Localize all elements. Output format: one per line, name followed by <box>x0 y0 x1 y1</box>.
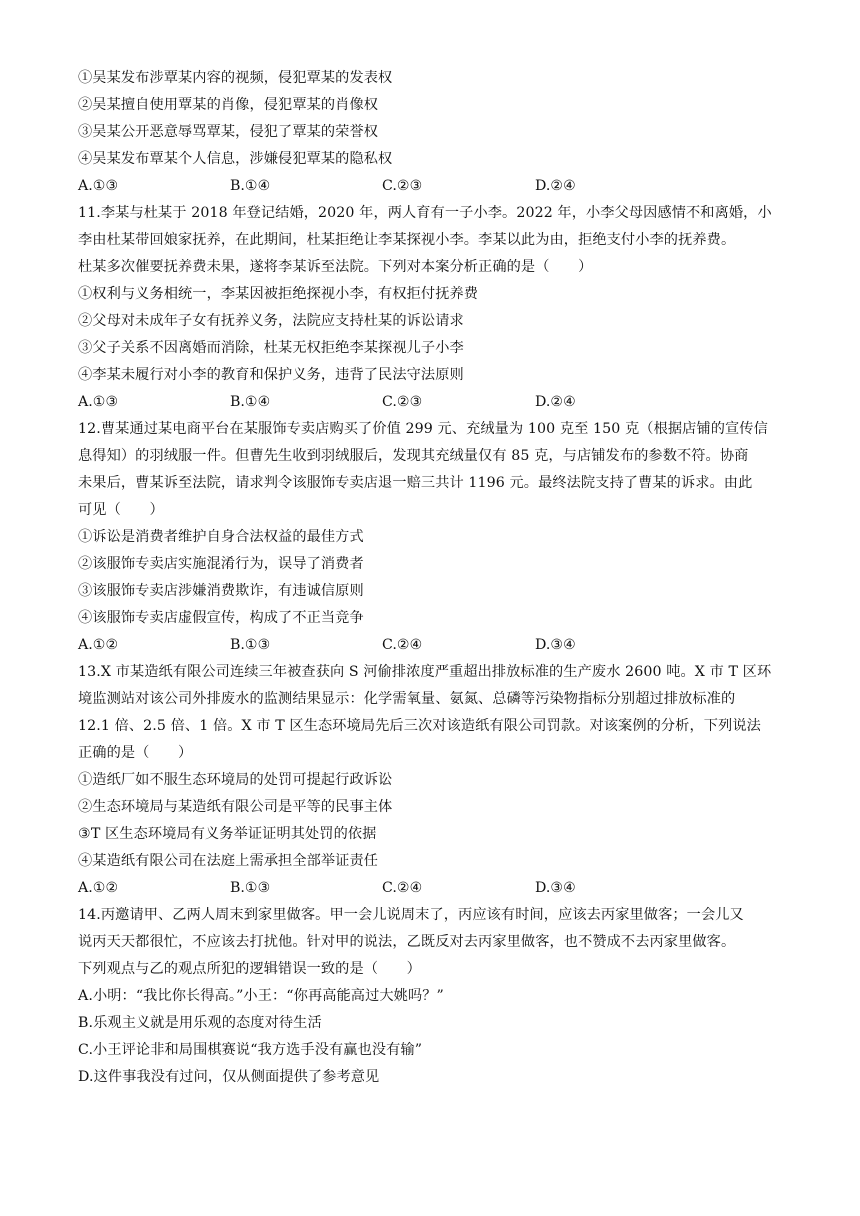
q13-statement-3: ③T 区生态环境局有义务举证证明其处罚的依据 <box>78 826 377 842</box>
q11-statement-3: ③父子关系不因离婚而消除，杜某无权拒绝李某探视儿子小李 <box>78 340 464 356</box>
q12-statement-4: ④该服饰专卖店虚假宣传，构成了不正当竞争 <box>78 610 364 626</box>
q10-options <box>78 177 788 195</box>
q13-stem-line-4: 正确的是（ ） <box>78 745 193 761</box>
q10-statement-4: ④吴某发布覃某个人信息，涉嫌侵犯覃某的隐私权 <box>78 151 393 167</box>
q10-option-a: A.①③ <box>78 178 119 194</box>
q13-statement-2: ②生态环境局与某造纸有限公司是平等的民事主体 <box>78 799 393 815</box>
q10-statement-2: ②吴某擅自使用覃某的肖像，侵犯覃某的肖像权 <box>78 97 379 113</box>
q12-option-c: C.②④ <box>382 637 423 653</box>
q11-statement-4: ④李某未履行对小李的教育和保护义务，违背了民法守法原则 <box>78 367 464 383</box>
q12-stem-line-1: 12.曹某通过某电商平台在某服饰专卖店购买了价值 299 元、充绒量为 100 克至 150 克（根据店铺的宣传信 <box>78 421 768 437</box>
q14-choice-d: D.这件事我没有过问，仅从侧面提供了参考意见 <box>78 1069 380 1085</box>
q13-option-c: C.②④ <box>382 880 423 896</box>
q11-option-d: D.②④ <box>535 394 576 410</box>
q11-option-c: C.②③ <box>382 394 423 410</box>
q11-options <box>78 393 788 411</box>
q12-stem-line-2: 息得知）的羽绒服一件。但曹先生收到羽绒服后，发现其充绒量仅有 85 克，与店铺发布的参数不符。协商 <box>78 448 749 464</box>
q11-option-b: B.①④ <box>230 394 271 410</box>
q10-option-c: C.②③ <box>382 178 423 194</box>
q12-stem-line-3: 未果后，曹某诉至法院，请求判令该服饰专卖店退一赔三共计 1196 元。最终法院支持了曹某的诉求。由此 <box>78 475 753 491</box>
q10-option-d: D.②④ <box>535 178 576 194</box>
q13-stem-line-1: 13.X 市某造纸有限公司连续三年被查获向 S 河偷排浓度严重超出排放标准的生产废水 2600 吨。X 市 T 区环 <box>78 664 772 680</box>
q13-stem-line-3: 12.1 倍、2.5 倍、1 倍。X 市 T 区生态环境局先后三次对该造纸有限公司罚款。对该案例的分析，下列说法 <box>78 718 761 734</box>
q11-stem-line-3: 杜某多次催要抚养费未果，遂将李某诉至法院。下列对本案分析正确的是（ ） <box>78 259 593 275</box>
q14-stem-line-2: 说丙天天都很忙，不应该去打扰他。针对甲的说法，乙既反对去丙家里做客，也不赞成不去丙家里做客。 <box>78 934 736 950</box>
q14-stem-line-1: 14.丙邀请甲、乙两人周末到家里做客。甲一会儿说周末了，丙应该有时间，应该去丙家里做客；一会儿又 <box>78 907 744 923</box>
q12-options <box>78 636 788 654</box>
q12-stem-line-4: 可见（ ） <box>78 502 164 518</box>
q10-option-b: B.①④ <box>230 178 271 194</box>
q11-stem-line-1: 11.李某与杜某于 2018 年登记结婚，2020 年，两人育有一子小李。2022 年，小李父母因感情不和离婚，小 <box>78 205 772 221</box>
q11-stem-line-2: 李由杜某带回娘家抚养，在此期间，杜某拒绝让李某探视小李。李某以此为由，拒绝支付小李的抚养费。 <box>78 232 736 248</box>
q10-statement-3: ③吴某公开恶意辱骂覃某，侵犯了覃某的荣誉权 <box>78 124 379 140</box>
q13-option-d: D.③④ <box>535 880 576 896</box>
q14-choice-c: C.小王评论非和局围棋赛说“我方选手没有赢也没有输” <box>78 1042 423 1058</box>
q12-option-d: D.③④ <box>535 637 576 653</box>
q14-choice-b: B.乐观主义就是用乐观的态度对待生活 <box>78 1015 322 1031</box>
q14-stem-line-3: 下列观点与乙的观点所犯的逻辑错误一致的是（ ） <box>78 961 421 977</box>
q12-statement-3: ③该服饰专卖店涉嫌消费欺诈，有违诚信原则 <box>78 583 364 599</box>
q11-statement-2: ②父母对未成年子女有抚养义务，法院应支持杜某的诉讼请求 <box>78 313 464 329</box>
q13-option-a: A.①② <box>78 880 119 896</box>
q12-statement-2: ②该服饰专卖店实施混淆行为，误导了消费者 <box>78 556 364 572</box>
q13-statement-1: ①造纸厂如不服生态环境局的处罚可提起行政诉讼 <box>78 772 393 788</box>
q13-options <box>78 879 788 897</box>
q13-statement-4: ④某造纸有限公司在法庭上需承担全部举证责任 <box>78 853 379 869</box>
q12-statement-1: ①诉讼是消费者维护自身合法权益的最佳方式 <box>78 529 364 545</box>
q14-choice-a: A.小明：“我比你长得高。”小王：“你再高能高过大姚吗？” <box>78 988 444 1004</box>
q10-statement-1: ①吴某发布涉覃某内容的视频，侵犯覃某的发表权 <box>78 70 393 86</box>
q12-option-b: B.①③ <box>230 637 271 653</box>
q12-option-a: A.①② <box>78 637 119 653</box>
q11-statement-1: ①权利与义务相统一，李某因被拒绝探视小李，有权拒付抚养费 <box>78 286 479 302</box>
q11-option-a: A.①③ <box>78 394 119 410</box>
q13-option-b: B.①③ <box>230 880 271 896</box>
q13-stem-line-2: 境监测站对该公司外排废水的监测结果显示：化学需氧量、氨氮、总磷等污染物指标分别超过排放标准的 <box>78 691 736 707</box>
